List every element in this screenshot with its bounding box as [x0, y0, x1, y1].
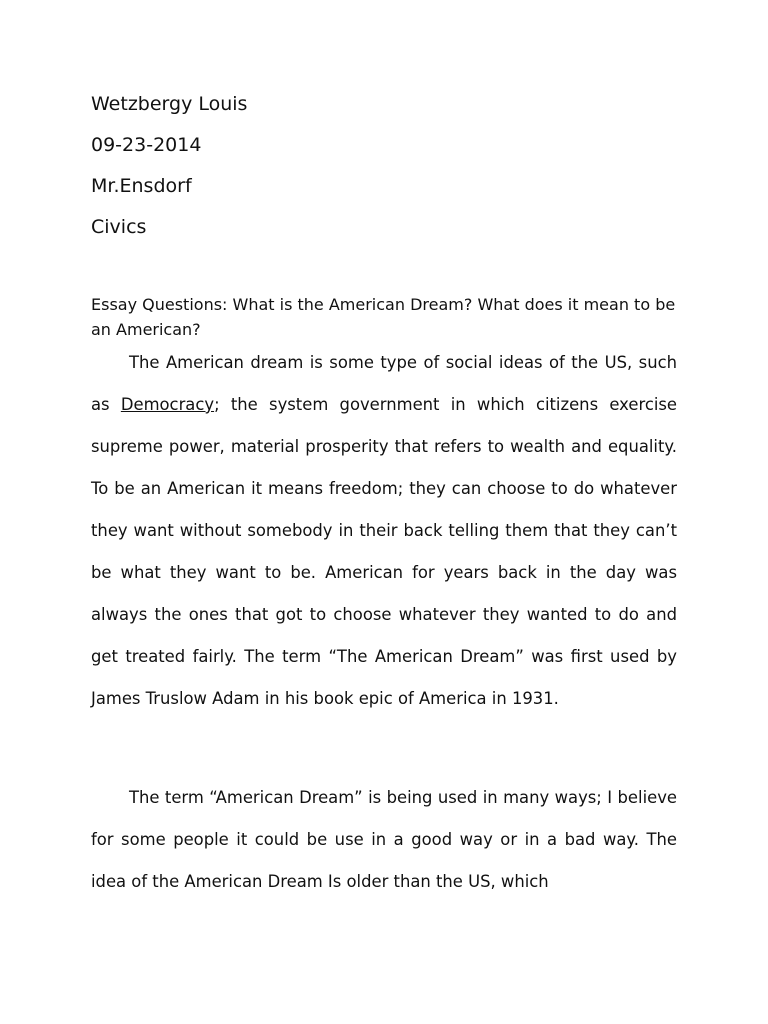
paragraph-1-lead: The American dream is some type of social ideas of the US, such as	[91, 353, 677, 414]
essay-question: Essay Questions: What is the American Dream? What does it mean to be an American?	[91, 295, 676, 339]
paragraph-1	[91, 342, 677, 720]
subject-name: Civics	[91, 216, 147, 238]
paragraph-2: The term “American Dream” is being used in many ways; I believe for some people it could be use in a good way or in a bad way. The idea of the American Dream Is older than the US, which	[91, 788, 677, 891]
teacher-name: Mr.Ensdorf	[91, 175, 192, 197]
paragraph-1-rest: ; the system government in which citizens exercise supreme power, material prosperity that refers to wealth and equality. To be an American it means freedom; they can choose to do whatever they want without somebody in their back telling them that they can’t be what they want to be. American for years back in the day was always the ones that got to choose whatever they wanted to do and get treated fairly. The term “The American Dream” was first used by James Truslow Adam in his book epic of America in 1931.	[91, 395, 678, 708]
author-name: Wetzbergy Louis	[91, 93, 248, 115]
democracy-term: Democracy	[120, 395, 215, 414]
document-date: 09-23-2014	[91, 134, 202, 156]
